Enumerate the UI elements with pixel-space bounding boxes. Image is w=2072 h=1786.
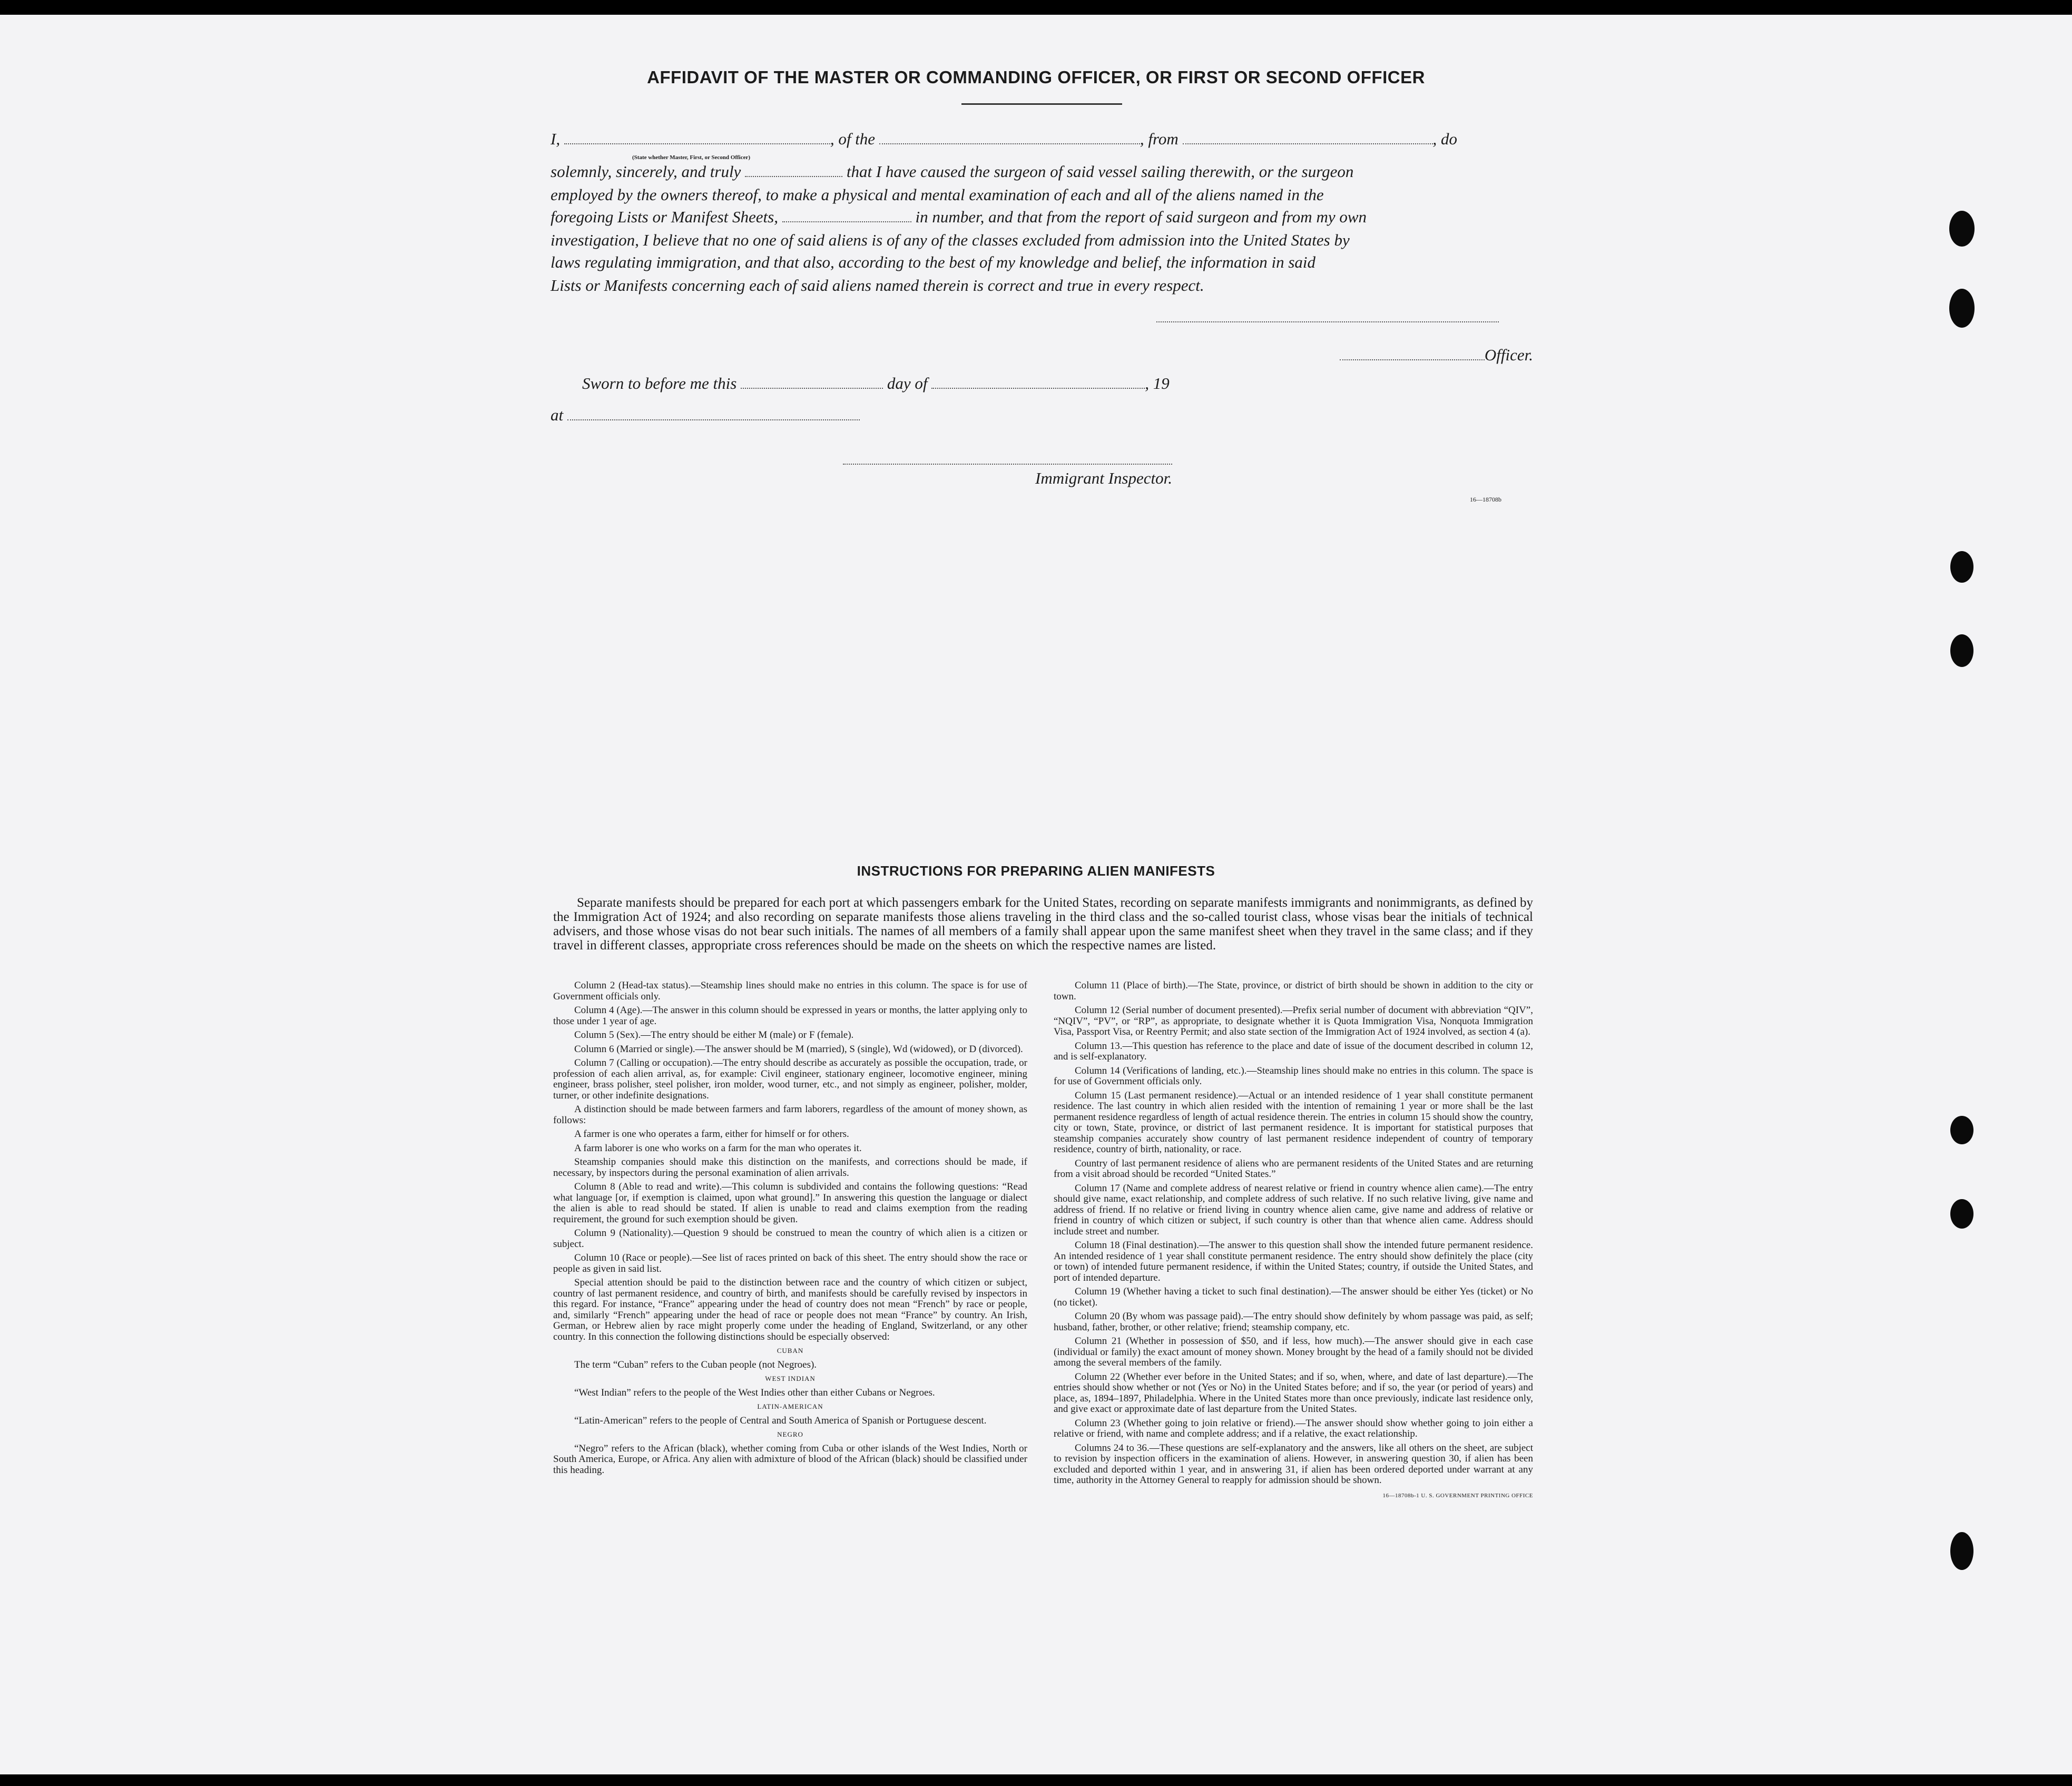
negro-definition: “Negro” refers to the African (black), whether coming from Cuba or other islands of the West Indies, North or South America, Europe, or Africa. Any alien with admixture of blood of the African (black) should be classified under this heading. bbox=[553, 1442, 1027, 1476]
affidavit-of-label: , of the bbox=[830, 130, 876, 148]
latin-american-definition: “Latin-American” refers to the people of Central and South America of Spanish or Portuguese descent. bbox=[574, 1415, 987, 1426]
punch-hole bbox=[1950, 1116, 1973, 1144]
instructions-intro: Separate manifests should be prepared for each port at which passengers embark for the United States, recording on separate manifests immigrants and nonimmigrants, as defined by the Immigration Act of 1924; and also recording on separate manifests those aliens traveling in the third class and the so-called tourist class, whose visas bear the initials of technical advisers, and those whose visas do not bear such initials. The names of all members of a family shall appear upon the same manifest sheet when they travel in the same class; and if they travel in different classes, appropriate cross references should be made on the sheets on which the respective names are listed. bbox=[553, 896, 1533, 953]
instruction-paragraph: A distinction should be made between farmers and farm laborers, regardless of the amount of money shown, as follows: bbox=[553, 1104, 1027, 1126]
affidavit-line-1 bbox=[551, 130, 1533, 149]
punch-hole bbox=[1950, 634, 1973, 667]
officer-title-field[interactable] bbox=[564, 130, 830, 144]
instructions-left-column bbox=[553, 980, 1027, 1479]
affidavit-title: AFFIDAVIT OF THE MASTER OR COMMANDING OFFICER, OR FIRST OR SECOND OFFICER bbox=[647, 67, 1425, 87]
affidavit-line-7: Lists or Manifests concerning each of said aliens named therein is correct and true in every respect. bbox=[551, 276, 1204, 295]
inspector-signature-line[interactable] bbox=[843, 464, 1172, 465]
sworn-day-field[interactable] bbox=[741, 374, 883, 389]
instruction-paragraph: Column 21 (Whether in possession of $50, and if less, how much).—The answer should give in each case (individual or family) the exact amount of money shown. Money brought by the head of a family should not be divided among the several members of the family. bbox=[1054, 1336, 1533, 1368]
latin-american-heading: LATIN-AMERICAN bbox=[757, 1402, 823, 1410]
affidavit-text-4a: foregoing Lists or Manifest Sheets, bbox=[551, 208, 778, 226]
instruction-paragraph: Column 12 (Serial number of document presented).—Prefix serial number of document with abbreviation “QIV”, “NQIV”, “PV”, or “RP”, as appropriate, to designate whether it is Quota Immigration Visa, Nonquota Immigration Visa, Passport Visa, or Reentry Permit; and also state section of the Immigration Act of 1924 involved, as section 4 (a). bbox=[1054, 1005, 1533, 1037]
instruction-paragraph: Column 5 (Sex).—The entry should be either M (male) or F (female). bbox=[574, 1029, 854, 1041]
vessel-name-field[interactable] bbox=[879, 130, 1140, 144]
instructions-title: INSTRUCTIONS FOR PREPARING ALIEN MANIFESTS bbox=[857, 863, 1215, 879]
instructions-right-column bbox=[1054, 980, 1533, 1504]
punch-hole bbox=[1949, 211, 1975, 247]
affidavit-from-label: , from bbox=[1140, 130, 1179, 148]
punch-hole bbox=[1949, 289, 1975, 328]
sworn-location bbox=[551, 406, 860, 425]
printing-footer bbox=[1054, 1489, 1533, 1502]
affidavit-do-label: , do bbox=[1432, 130, 1457, 148]
affidavit-text-2a: solemnly, sincerely, and truly bbox=[551, 162, 741, 181]
west-indian-definition: “West Indian” refers to the people of the West Indies other than either Cubans or Negroes. bbox=[574, 1387, 935, 1398]
instruction-paragraph: A farm laborer is one who works on a farm for the man who operates it. bbox=[574, 1142, 862, 1154]
punch-hole bbox=[1950, 1199, 1973, 1229]
cuban-definition: The term “Cuban” refers to the Cuban people (not Negroes). bbox=[574, 1359, 817, 1370]
instruction-paragraph: Steamship companies should make this distinction on the manifests, and corrections should be made, if necessary, by inspectors during the personal examination of alien arrivals. bbox=[553, 1156, 1027, 1179]
affidavit-text-2b: that I have caused the surgeon of said vessel sailing therewith, or the surgeon bbox=[846, 162, 1354, 181]
instruction-paragraph: Column 11 (Place of birth).—The State, province, or district of birth should be shown in addition to the city or town. bbox=[1054, 980, 1533, 1002]
affidavit-line-3: employed by the owners thereof, to make a physical and mental examination of each and all of the aliens named in the bbox=[551, 185, 1324, 204]
instruction-paragraph: Column 14 (Verifications of landing, etc.).—Steamship lines should make no entries in this column. The space is for use of Government officials only. bbox=[1054, 1065, 1533, 1087]
sworn-location-field[interactable] bbox=[567, 406, 860, 420]
instruction-paragraph: Country of last permanent residence of aliens who are permanent residents of the United States and are returning from a visit abroad should be recorded “United States.” bbox=[1054, 1157, 1533, 1180]
instruction-paragraph: Column 23 (Whether going to join relative or friend).—The answer should show whether going to join either a relative or friend, with name and complete address; and if a relative, the exact relationship. bbox=[1054, 1417, 1533, 1439]
affidavit-line-5: investigation, I believe that no one of said aliens is of any of the classes excluded from admission into the United States by bbox=[551, 231, 1350, 249]
instruction-paragraph: Column 4 (Age).—The answer in this column should be expressed in years or months, the latter applying only to those under 1 year of age. bbox=[553, 1005, 1027, 1027]
officer-signature bbox=[1328, 346, 1533, 365]
instruction-paragraph: Special attention should be paid to the distinction between race and the country of which citizen or subject, country of last permanent residence, and country of birth, and manifests should be carefully revised by inspectors in this regard. For instance, “France” appearing under the head of country does not mean “French” by race or people, and, similarly “French” appearing under the head of race or people does not mean “France” by country. An Irish, German, or Hebrew alien by race might properly come under the heading of England, Switzerland, or any other country. In this connection the following distinctions should be especially observed: bbox=[553, 1277, 1027, 1342]
officer-title-note: (State whether Master, First, or Second Officer) bbox=[632, 154, 751, 161]
instruction-paragraph: Column 9 (Nationality).—Question 9 should be construed to mean the country of which alien is a citizen or subject. bbox=[553, 1228, 1027, 1250]
inspector-label: Immigrant Inspector. bbox=[1035, 469, 1173, 487]
officer-signature-field[interactable] bbox=[1340, 346, 1485, 360]
instruction-paragraph: Column 2 (Head-tax status).—Steamship lines should make no entries in this column. The space is for use of Government officials only. bbox=[553, 980, 1027, 1002]
at-label: at bbox=[551, 406, 564, 424]
sincerely-field[interactable] bbox=[745, 162, 842, 177]
negro-heading: NEGRO bbox=[777, 1430, 803, 1438]
sworn-month-field[interactable] bbox=[931, 374, 1145, 389]
sheet-count-field[interactable] bbox=[782, 208, 911, 222]
instruction-paragraph: Column 13.—This question has reference to the place and date of issue of the document described in column 12, and is self-explanatory. bbox=[1054, 1040, 1533, 1062]
punch-hole bbox=[1950, 1532, 1973, 1570]
punch-hole bbox=[1950, 551, 1973, 583]
instruction-paragraph: A farmer is one who operates a farm, either for himself or for others. bbox=[574, 1128, 849, 1140]
instruction-paragraph: Column 19 (Whether having a ticket to such final destination).—The answer should be either Yes (ticket) or No (no ticket). bbox=[1054, 1286, 1533, 1308]
instruction-paragraph: Column 15 (Last permanent residence).—Actual or an intended residence of 1 year shall constitute permanent residence. The last country in which alien resided with the intention of remaining 1 year or more shall be the last permanent residence regardless of length of actual residence therein. The entries in column 15 should show the country, city or town, State, province, or district of last permanent residence. It is important for statistical purposes that steamship companies accurately show country of last permanent residence independent of country of temporary residence, country of birth, nationality, or race. bbox=[1054, 1090, 1533, 1155]
instruction-paragraph: Column 8 (Able to read and write).—This column is subdivided and contains the following questions: “Read what language [or, if exemption is claimed, upon what ground].” In answering this question the language or dialect the alien is able to read should be stated. If alien is unable to read and claims exemption from the reading requirement, the ground for such exemption should be given. bbox=[553, 1181, 1027, 1225]
year-label: , 19 bbox=[1145, 374, 1170, 392]
form-number: 16—18708b bbox=[1470, 496, 1501, 503]
title-underline bbox=[961, 103, 1122, 105]
form-page bbox=[0, 15, 2072, 1774]
sworn-label: Sworn to before me this bbox=[582, 374, 737, 392]
instruction-paragraph: Column 22 (Whether ever before in the United States; and if so, when, where, and date of last departure).—The entries should show whether or not (Yes or No) in the United States before; and if so, the year (or period of years) and place, as, 1894–1897, Philadelphia. Where in the United States more than once previously, indicate last residence only, and give exact or approximate date of last departure from the United States. bbox=[1054, 1371, 1533, 1415]
instruction-paragraph: Column 7 (Calling or occupation).—The entry should describe as accurately as possible the occupation, trade, or profession of each alien arrival, as, for example: Civil engineer, stationary engineer, locomotive engineer, mining engineer, brass polisher, steel polisher, iron molder, wood turner, etc., and not simply as engineer, polisher, molder, turner, or other indefinite designations. bbox=[553, 1057, 1027, 1101]
instruction-paragraph: Columns 24 to 36.—These questions are self-explanatory and the answers, like all others on the sheet, are subject to revision by inspection officers in the examination of aliens. However, in answering question 30, if alien has been excluded and deported within 1 year, and in answering 31, if alien has been ordered deported under warrant at any time, authority in the Attorney General to reapply for admission should be shown. bbox=[1054, 1442, 1533, 1486]
signature-line[interactable] bbox=[1156, 321, 1499, 322]
instruction-paragraph: Column 10 (Race or people).—See list of races printed on back of this sheet. The entry should show the race or people as given in said list. bbox=[553, 1252, 1027, 1274]
affidavit-i-label: I, bbox=[551, 130, 561, 148]
affidavit-text-4b: in number, and that from the report of said surgeon and from my own bbox=[915, 208, 1367, 226]
west-indian-heading: WEST INDIAN bbox=[765, 1375, 816, 1382]
instruction-paragraph: Column 20 (By whom was passage paid).—The entry should show definitely by whom passage was paid, as self; husband, father, brother, or other relative; friend; steamship company, etc. bbox=[1054, 1311, 1533, 1333]
instruction-paragraph: Column 18 (Final destination).—The answer to this question shall show the intended future permanent residence. An intended residence of 1 year shall constitute permanent residence. The entry should show definitely the place (city or town) of intended future permanent residence, if within the United States; country, if outside the United States, and port of intended departure. bbox=[1054, 1240, 1533, 1283]
instruction-paragraph: Column 6 (Married or single).—The answer should be M (married), S (single), Wd (widowed), or D (divorced). bbox=[574, 1043, 1023, 1055]
officer-label: Officer. bbox=[1484, 346, 1533, 364]
sworn-statement bbox=[582, 374, 1170, 393]
day-of-label: day of bbox=[887, 374, 928, 392]
affidavit-line-4 bbox=[551, 208, 1533, 227]
instruction-paragraph: Column 17 (Name and complete address of nearest relative or friend in country whence alien came).—The entry should give name, exact relationship, and complete address of such relative. If no such relative living, give name and address of friend. If no relative or friend living in country whence alien came, give name and address of relative or friend in country of which citizen or subject, if such country is other than that whence alien came. Address should include street and number. bbox=[1054, 1182, 1533, 1237]
departure-port-field[interactable] bbox=[1183, 130, 1433, 144]
affidavit-line-2 bbox=[551, 162, 1533, 181]
affidavit-line-6: laws regulating immigration, and that also, according to the best of my knowledge and belief, the information in said bbox=[551, 253, 1316, 271]
printer-imprint: 16—18708b-1 U. S. GOVERNMENT PRINTING OFFICE bbox=[1382, 1492, 1533, 1499]
cuban-heading: CUBAN bbox=[777, 1347, 804, 1355]
